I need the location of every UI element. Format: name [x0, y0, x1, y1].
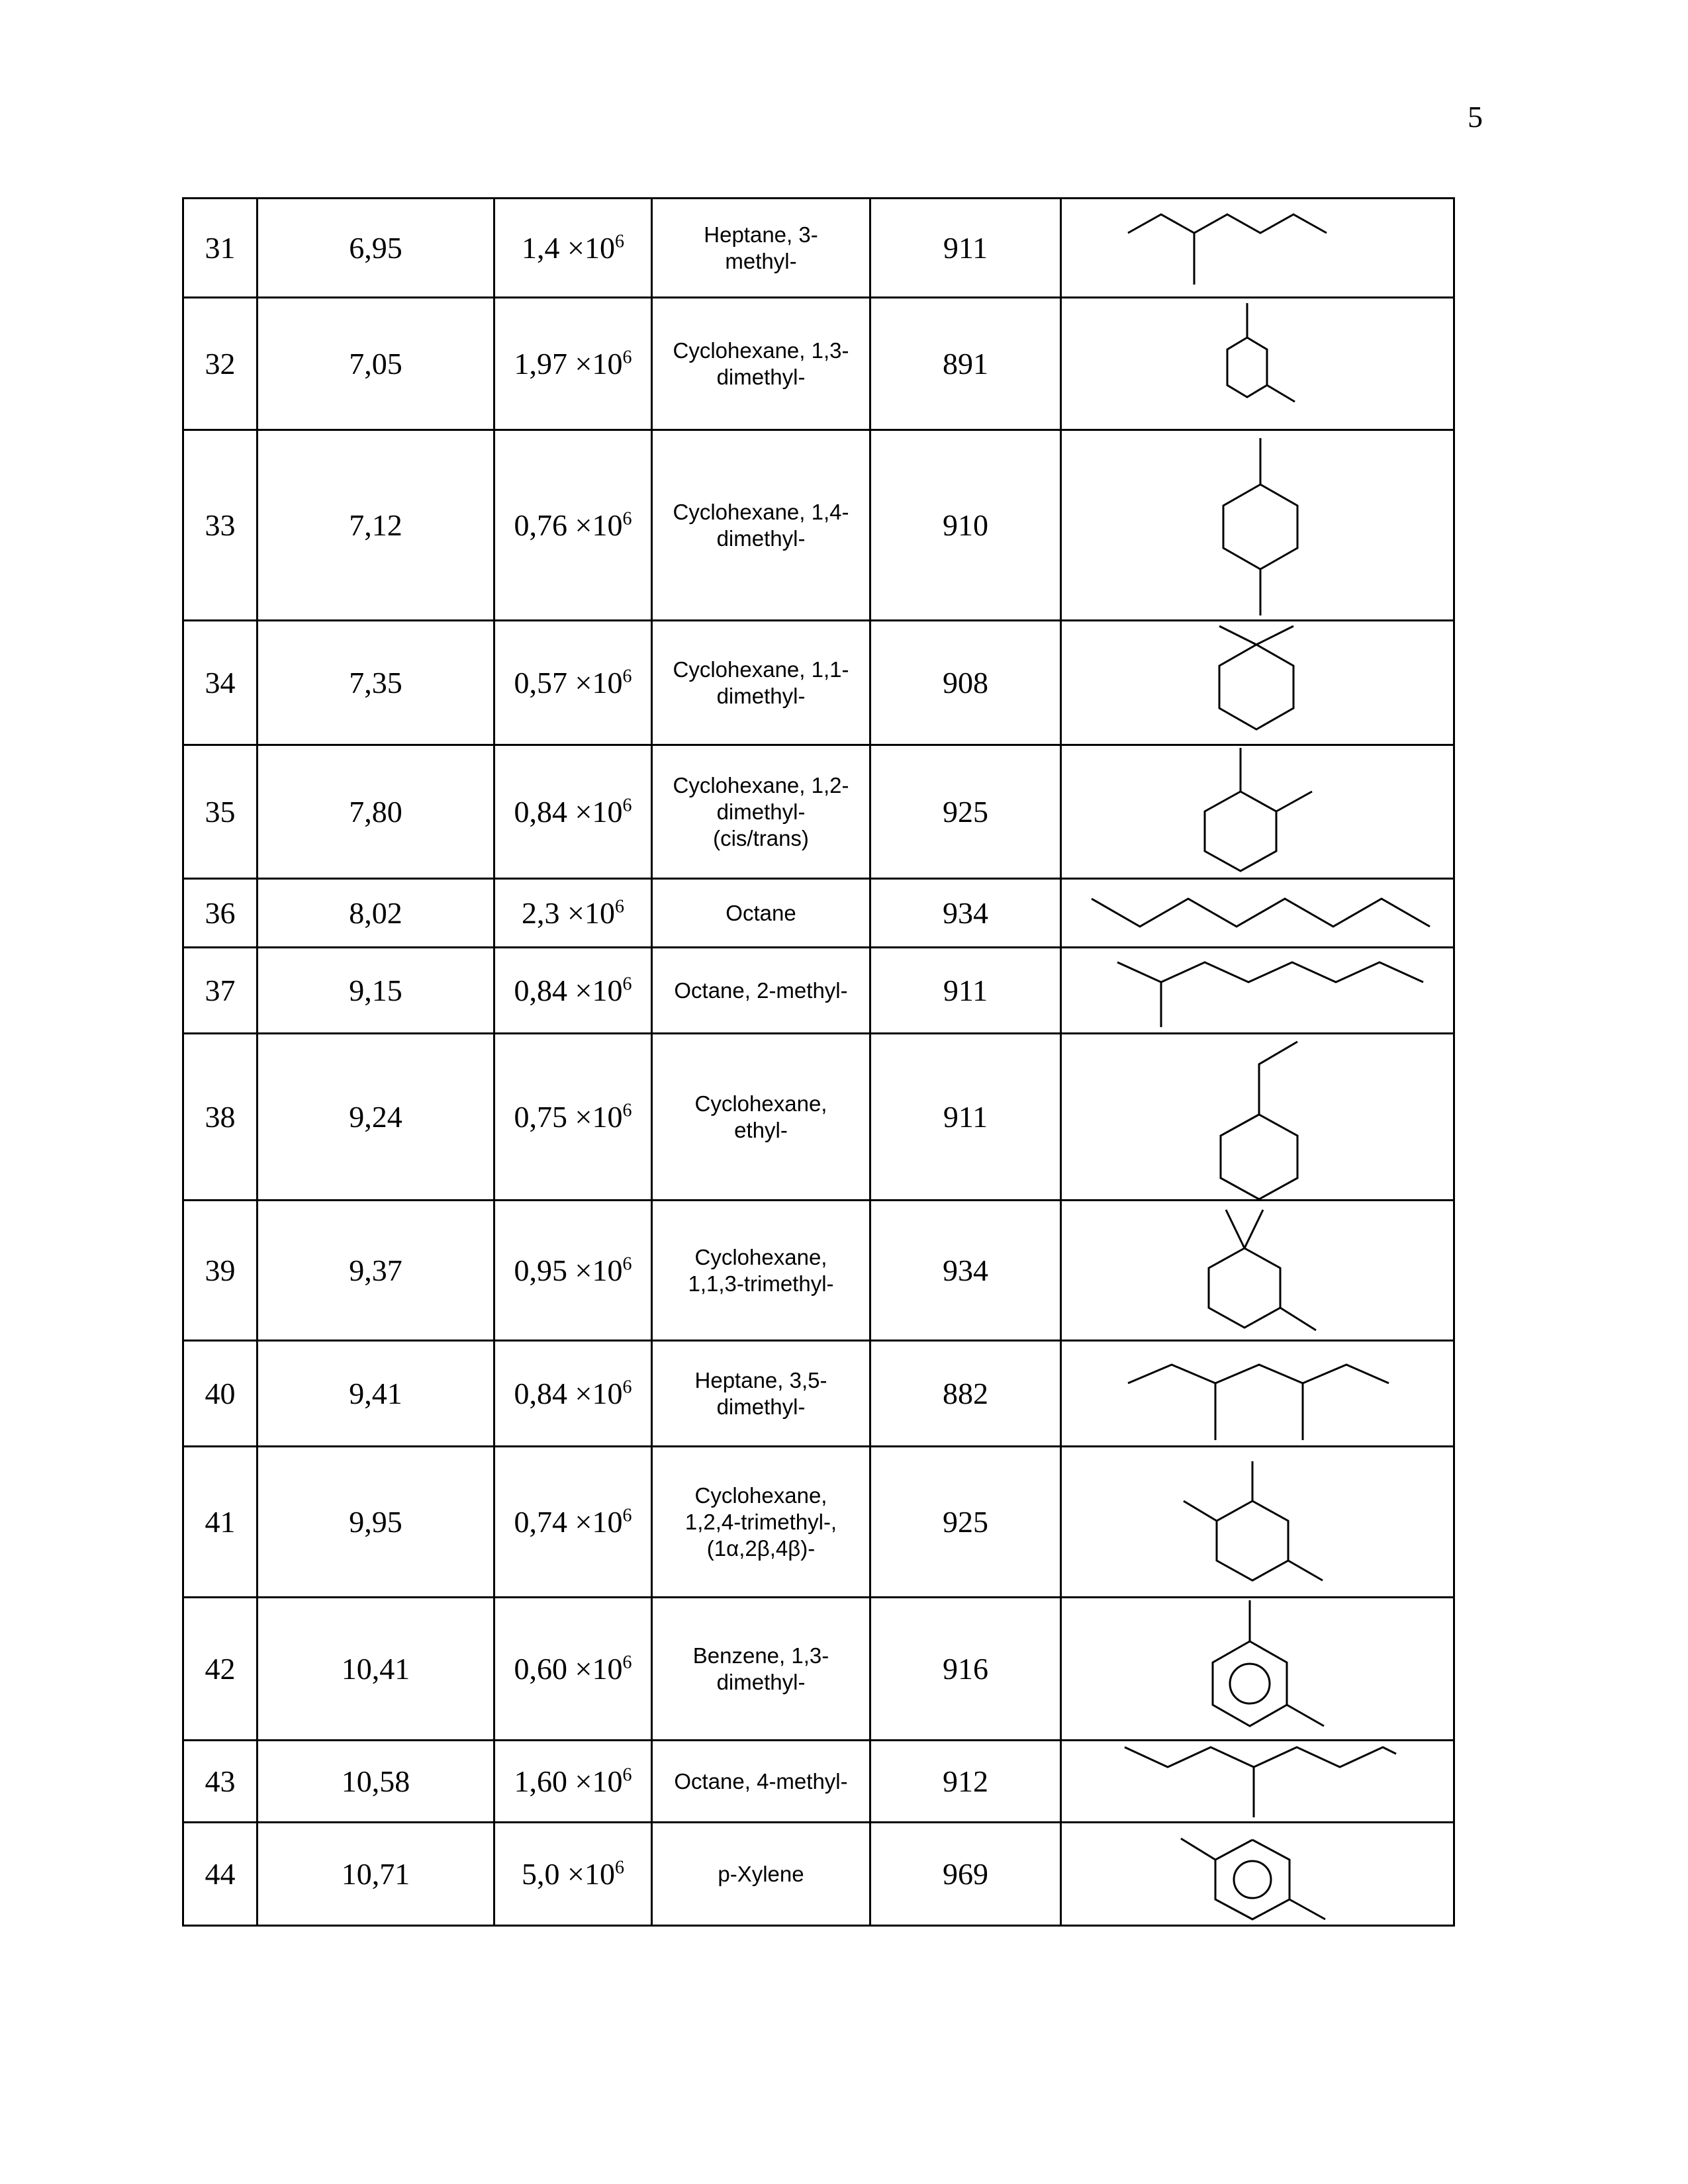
- cell-retention-index: 910: [870, 430, 1061, 621]
- cell-retention-time: 9,15: [258, 948, 494, 1034]
- cell-peak-area: $1,97 \times 10^6$: [494, 298, 652, 430]
- exponent: 6: [622, 508, 632, 529]
- ethylcyclohexane-structure-icon: [1061, 1034, 1454, 1201]
- cell-compound-name: Octane, 4-methyl-: [652, 1741, 870, 1823]
- table-row: [183, 430, 1454, 621]
- cell-retention-time: 8,02: [258, 879, 494, 948]
- cell-peak-area: $0,60 \times 10^6$: [494, 1598, 652, 1741]
- table-row: [183, 1598, 1454, 1741]
- 1,2-dimethylcyclohexane-structure-icon: [1061, 745, 1454, 879]
- exponent: 6: [622, 347, 632, 368]
- page-number: 5: [1468, 100, 1483, 134]
- cell-peak-area: $0,74 \times 10^6$: [494, 1447, 652, 1598]
- cell-number: 43: [183, 1741, 258, 1823]
- cell-compound-name: Octane, 2-methyl-: [652, 948, 870, 1034]
- 3-methylheptane-structure-icon: [1061, 199, 1454, 298]
- table-row: [183, 1741, 1454, 1823]
- table-row: [183, 1034, 1454, 1201]
- cell-number: 31: [183, 199, 258, 298]
- cell-retention-index: 891: [870, 298, 1061, 430]
- table-row: [183, 879, 1454, 948]
- cell-compound-name: Benzene, 1,3- dimethyl-: [652, 1598, 870, 1741]
- table-row: [183, 621, 1454, 745]
- cell-number: 33: [183, 430, 258, 621]
- cell-number: 32: [183, 298, 258, 430]
- cell-compound-name: Heptane, 3,5- dimethyl-: [652, 1341, 870, 1447]
- compounds-table: [182, 197, 1455, 1927]
- exponent: 6: [622, 1505, 632, 1526]
- exponent: 6: [614, 896, 624, 917]
- cell-peak-area: $0,75 \times 10^6$: [494, 1034, 652, 1201]
- 4-methyloctane-structure-icon: [1061, 1741, 1454, 1823]
- 2-methyloctane-structure-icon: [1061, 948, 1454, 1034]
- 1,1,3-trimethylcyclohexane-structure-icon: [1061, 1201, 1454, 1341]
- table-row: [183, 948, 1454, 1034]
- cell-retention-index: 911: [870, 199, 1061, 298]
- cell-retention-time: 7,80: [258, 745, 494, 879]
- cell-retention-time: 9,41: [258, 1341, 494, 1447]
- cell-retention-time: 10,71: [258, 1823, 494, 1926]
- cell-number: 35: [183, 745, 258, 879]
- cell-compound-name: Heptane, 3- methyl-: [652, 199, 870, 298]
- cell-retention-index: 925: [870, 1447, 1061, 1598]
- 1,3-dimethylcyclohexane-structure-icon: [1061, 298, 1454, 430]
- cell-compound-name: Cyclohexane, ethyl-: [652, 1034, 870, 1201]
- exponent: 6: [622, 974, 632, 995]
- cell-retention-index: 925: [870, 745, 1061, 879]
- table-row: [183, 199, 1454, 298]
- octane-structure-icon: [1061, 879, 1454, 948]
- 1,2,4-trimethylcyclohexane-structure-icon: [1061, 1447, 1454, 1598]
- cell-number: 38: [183, 1034, 258, 1201]
- cell-compound-name: p-Xylene: [652, 1823, 870, 1926]
- cell-retention-index: 934: [870, 879, 1061, 948]
- 1,4-dimethylcyclohexane-structure-icon: [1061, 430, 1454, 621]
- cell-number: 41: [183, 1447, 258, 1598]
- 1,1-dimethylcyclohexane-structure-icon: [1061, 621, 1454, 745]
- cell-retention-time: 7,35: [258, 621, 494, 745]
- cell-compound-name: Cyclohexane, 1,2- dimethyl- (cis/trans): [652, 745, 870, 879]
- p-xylene-structure-icon: [1061, 1823, 1454, 1926]
- table-row: [183, 1201, 1454, 1341]
- table-row: [183, 1447, 1454, 1598]
- table-row: [183, 1823, 1454, 1926]
- cell-retention-index: 882: [870, 1341, 1061, 1447]
- exponent: 6: [622, 1100, 632, 1121]
- cell-peak-area: $5,0 \times 10^6$: [494, 1823, 652, 1926]
- cell-number: 36: [183, 879, 258, 948]
- cell-peak-area: $1,4 \times 10^6$: [494, 199, 652, 298]
- table-row: [183, 1341, 1454, 1447]
- table-row: [183, 745, 1454, 879]
- cell-retention-index: 908: [870, 621, 1061, 745]
- cell-peak-area: $1,60 \times 10^6$: [494, 1741, 652, 1823]
- cell-peak-area: $0,84 \times 10^6$: [494, 745, 652, 879]
- cell-peak-area: $0,95 \times 10^6$: [494, 1201, 652, 1341]
- cell-retention-time: 9,95: [258, 1447, 494, 1598]
- cell-compound-name: Cyclohexane, 1,1,3-trimethyl-: [652, 1201, 870, 1341]
- cell-number: 37: [183, 948, 258, 1034]
- cell-retention-index: 916: [870, 1598, 1061, 1741]
- cell-retention-time: 10,41: [258, 1598, 494, 1741]
- cell-compound-name: Cyclohexane, 1,1- dimethyl-: [652, 621, 870, 745]
- m-xylene-structure-icon: [1061, 1598, 1454, 1741]
- cell-peak-area: $0,84 \times 10^6$: [494, 948, 652, 1034]
- 3,5-dimethylheptane-structure-icon: [1061, 1341, 1454, 1447]
- cell-number: 42: [183, 1598, 258, 1741]
- cell-compound-name: Cyclohexane, 1,2,4-trimethyl-, (1α,2β,4β)-: [652, 1447, 870, 1598]
- cell-compound-name: Cyclohexane, 1,3- dimethyl-: [652, 298, 870, 430]
- exponent: 6: [622, 666, 632, 687]
- cell-number: 44: [183, 1823, 258, 1926]
- cell-retention-time: 10,58: [258, 1741, 494, 1823]
- cell-retention-index: 969: [870, 1823, 1061, 1926]
- exponent: 6: [622, 1764, 632, 1786]
- exponent: 6: [614, 1857, 624, 1878]
- cell-peak-area: $0,84 \times 10^6$: [494, 1341, 652, 1447]
- cell-retention-time: 7,05: [258, 298, 494, 430]
- cell-peak-area: $0,57 \times 10^6$: [494, 621, 652, 745]
- cell-retention-time: 9,37: [258, 1201, 494, 1341]
- exponent: 6: [622, 1652, 632, 1673]
- cell-retention-index: 934: [870, 1201, 1061, 1341]
- cell-retention-time: 9,24: [258, 1034, 494, 1201]
- cell-retention-time: 6,95: [258, 199, 494, 298]
- cell-retention-index: 911: [870, 948, 1061, 1034]
- cell-peak-area: $2,3 \times 10^6$: [494, 879, 652, 948]
- cell-compound-name: Cyclohexane, 1,4- dimethyl-: [652, 430, 870, 621]
- exponent: 6: [614, 231, 624, 252]
- cell-retention-index: 912: [870, 1741, 1061, 1823]
- cell-retention-time: 7,12: [258, 430, 494, 621]
- exponent: 6: [622, 1253, 632, 1275]
- table-row: [183, 298, 1454, 430]
- cell-number: 34: [183, 621, 258, 745]
- cell-number: 39: [183, 1201, 258, 1341]
- exponent: 6: [622, 795, 632, 816]
- cell-retention-index: 911: [870, 1034, 1061, 1201]
- cell-peak-area: $0,76 \times 10^6$: [494, 430, 652, 621]
- cell-number: 40: [183, 1341, 258, 1447]
- exponent: 6: [622, 1377, 632, 1398]
- cell-compound-name: Octane: [652, 879, 870, 948]
